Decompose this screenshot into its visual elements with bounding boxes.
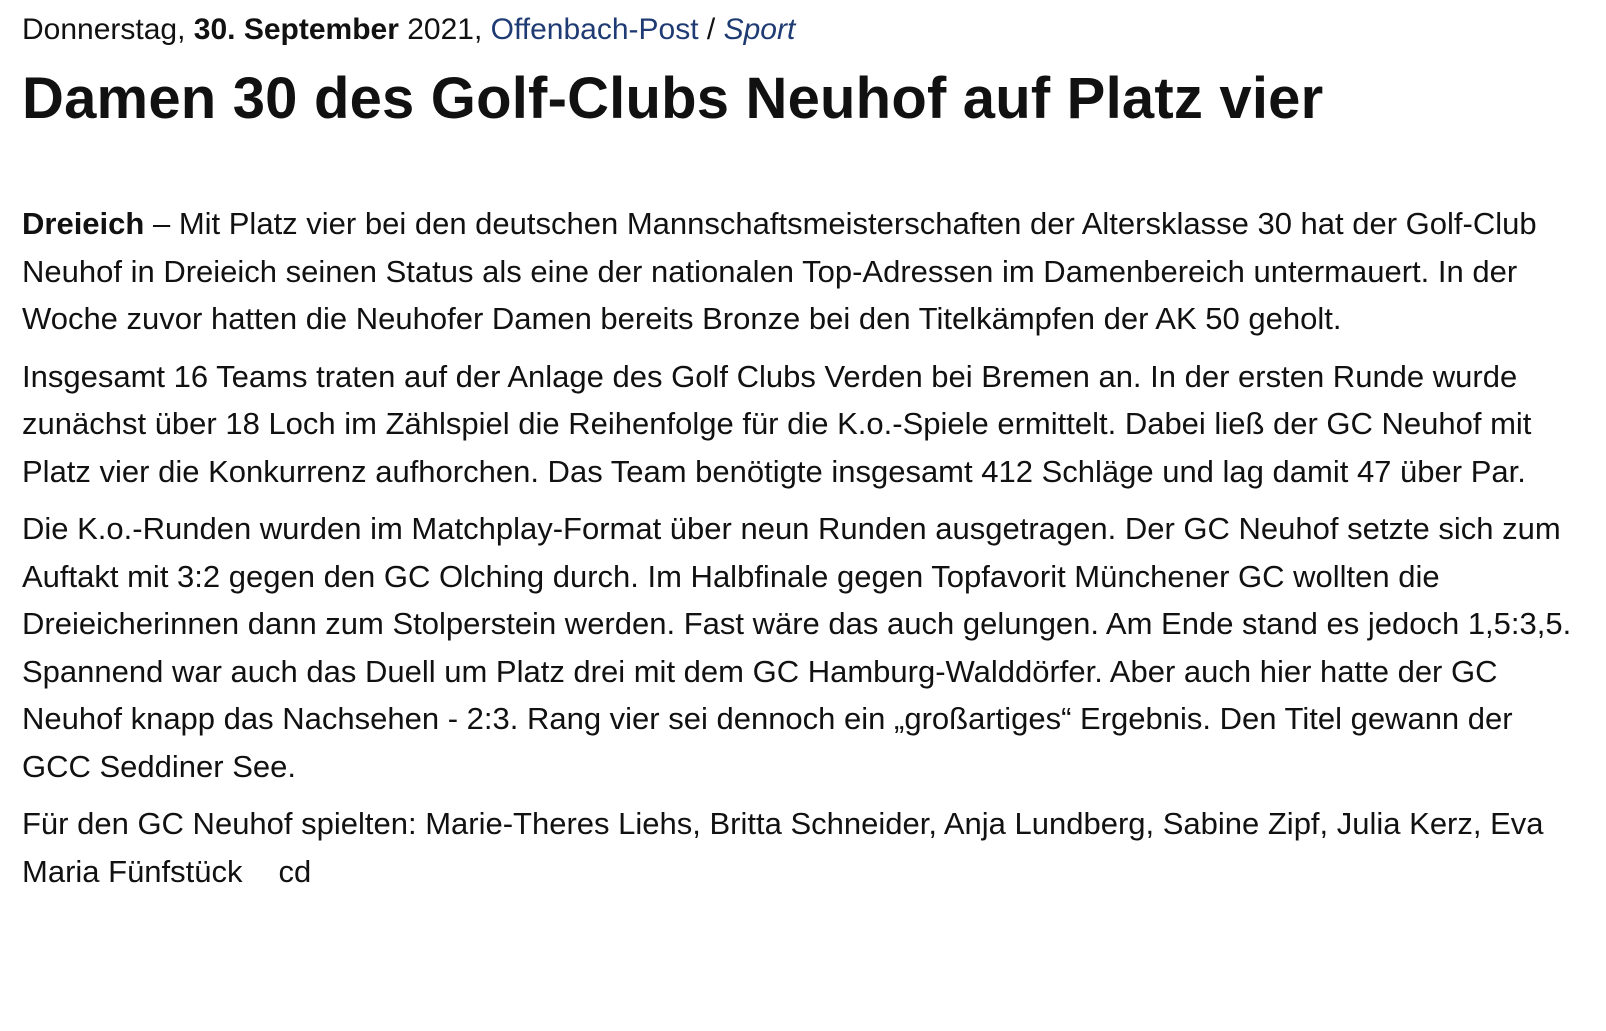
paragraph-2: Insgesamt 16 Teams traten auf der Anlage des Golf Clubs Verden bei Bremen an. In der ersten Runde wurde zunächst über 18 Loch im Zählspiel die Reihenfolge für die K.o.-Spiele ermittelt. Dabei ließ der GC Neuhof mit Platz vier die Konkurrenz aufhorchen. Das Team benötigte insgesamt 412 Schläge und lag damit 47 über Par. [22,358,1532,489]
dateline [22,10,1584,50]
paragraph-3: Die K.o.-Runden wurden im Matchplay-Format über neun Runden ausgetragen. Der GC Neuhof setzte sich zum Auftakt mit 3:2 gegen den GC Olching durch. Im Halbfinale gegen Topfavorit Münchener GC wollten die Dreieicherinnen dann zum Stolperstein werden. Fast wäre das auch gelungen. Am Ende stand es jedoch 1,5:3,5. Spannend war auch das Duell um Platz drei mit dem GC Hamburg-Walddörfer. Aber auch hier hatte der GC Neuhof knapp das Nachsehen - 2:3. Rang vier sei dennoch ein „großartiges“ Ergebnis. Den Titel gewann der GCC Seddiner See. [22,511,1572,784]
dateline-separator: / [706,13,716,46]
dateline-weekday: Donnerstag, [22,13,186,46]
paragraph-1 [22,200,1584,343]
dateline-year: 2021, [407,13,483,46]
publication-link[interactable]: Offenbach-Post [490,13,699,46]
paragraph-1-text: – Mit Platz vier bei den deutschen Mannschaftsmeisterschaften der Altersklasse 30 hat der Golf-Club Neuhof in Dreieich seinen Status als eine der nationalen Top-Adressen im Damenbereich untermauert. In der Woche zuvor hatten die Neuhofer Damen bereits Bronze bei den Titelkämpfen der AK 50 geholt. [22,206,1537,336]
paragraph-4 [22,800,1584,895]
article-body [22,200,1584,895]
dateline-date: 30. September [193,13,399,46]
dateline-place: Dreieich [22,206,145,241]
paragraph-4-text: Für den GC Neuhof spielten: Marie-Theres Liehs, Britta Schneider, Anja Lundberg, Sabine Zipf, Julia Kerz, Eva Maria Fünfstück [22,806,1544,889]
section-link[interactable]: Sport [723,13,796,46]
headline: Damen 30 des Golf-Clubs Neuhof auf Platz vier [22,66,1324,131]
author-initials: cd [278,853,312,889]
